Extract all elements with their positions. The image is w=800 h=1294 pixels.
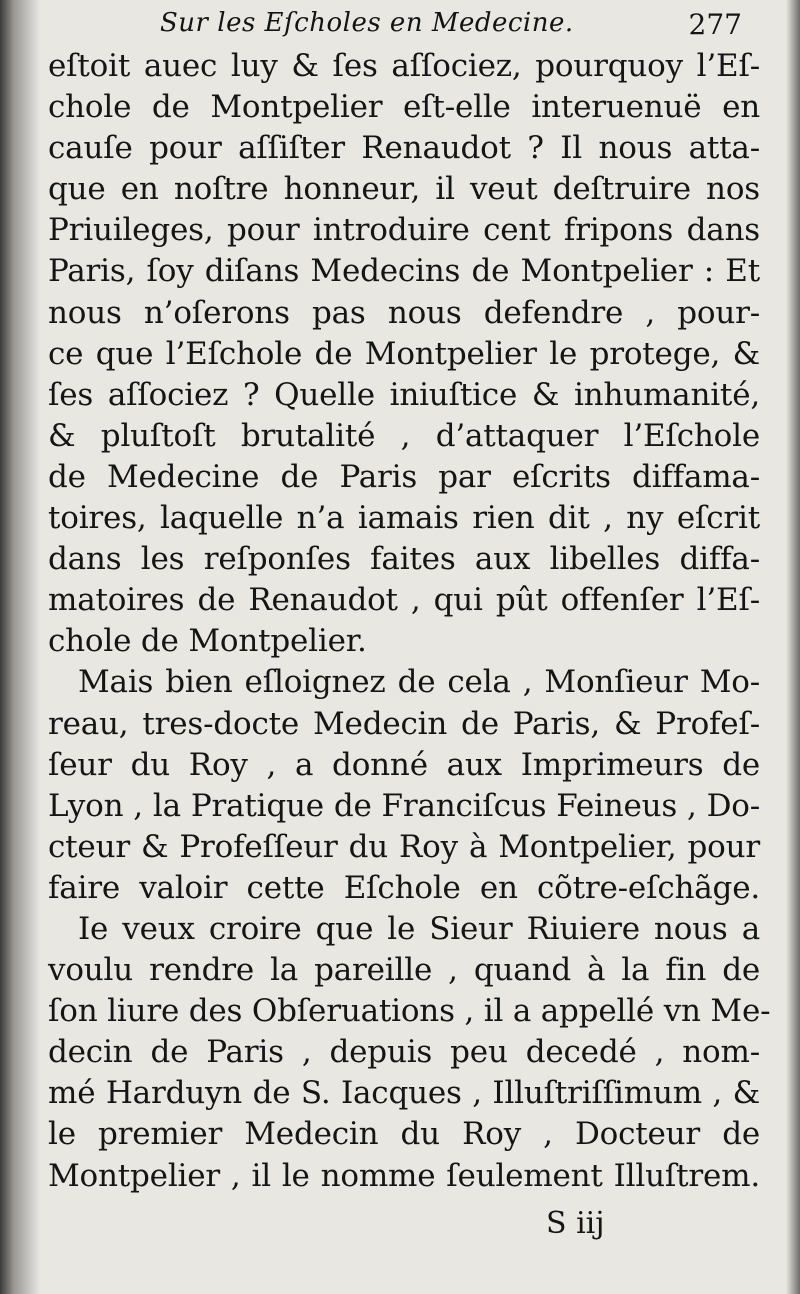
text-line: chole de Montpelier eſt-elle interuenuë en (48, 89, 760, 126)
running-title: Sur les Eſcholes en Medecine. (160, 8, 574, 38)
page-edge-shadow (786, 0, 800, 1294)
text-line: Priuileges, pour introduire cent fripons dans (48, 212, 760, 249)
text-line: faire valoir cette Eſchole en cõtre-eſchãge. (48, 869, 760, 906)
signature-mark: S iij (546, 1206, 605, 1241)
text-line: reau, tres-docte Medecin de Paris, & Profeſ- (48, 705, 760, 742)
text-line: dans les reſponſes faites aux libelles diffa- (48, 541, 760, 578)
text-line: Ie veux croire que le Sieur Riuiere nous a (78, 910, 760, 947)
text-line: matoires de Renaudot , qui pût offenſer l’Eſ- (48, 582, 760, 619)
text-line: Lyon , la Pratique de Franciſcus Feineus , Do- (48, 787, 760, 824)
text-line: voulu rendre la pareille , quand à la fin de (48, 952, 760, 989)
text-line: cauſe pour aſſiſter Renaudot ? Il nous atta- (48, 130, 760, 167)
page-header (150, 6, 750, 46)
text-line: ſon liure des Obſeruations , il a appellé vn Me- (48, 993, 771, 1030)
text-line: mé Harduyn de S. Iacques , Illuſtriſſimum , & (48, 1075, 760, 1112)
text-line: le premier Medecin du Roy , Docteur de (48, 1116, 760, 1153)
binding-shadow (0, 0, 40, 1294)
text-line: Montpelier , il le nomme ſeulement Illuſtrem. (48, 1157, 760, 1194)
text-line: chole de Montpelier. (48, 623, 367, 660)
page-number: 277 (688, 8, 742, 41)
text-line: Paris, ſoy diſans Medecins de Montpelier : Et (48, 253, 760, 290)
text-line: eſtoit auec luy & ſes aſſociez, pourquoy l’Eſ- (48, 48, 760, 84)
text-line: cteur & Profeſſeur du Roy à Montpelier, pour (48, 828, 760, 865)
text-line: que en noſtre honneur, il veut deſtruire nos (48, 171, 760, 208)
text-line: nous n’oſerons pas nous defendre , pour- (48, 294, 760, 331)
text-line: toires, laquelle n’a iamais rien dit , ny eſcrit (48, 500, 760, 537)
text-line: & pluſtoſt brutalité , d’attaquer l’Eſchole (48, 417, 760, 454)
text-line: ſeur du Roy , a donné aux Imprimeurs de (48, 746, 760, 783)
text-line: Mais bien eſloignez de cela , Monſieur Mo- (78, 664, 760, 701)
text-line: ſes aſſociez ? Quelle iniuſtice & inhumanité, (48, 376, 760, 413)
text-line: decin de Paris , depuis peu decedé , nom- (48, 1034, 760, 1071)
text-line: de Medecine de Paris par eſcrits diffama- (48, 458, 760, 495)
text-line: ce que l’Eſchole de Montpelier le protege, & (48, 335, 760, 372)
body-text (48, 46, 771, 1197)
